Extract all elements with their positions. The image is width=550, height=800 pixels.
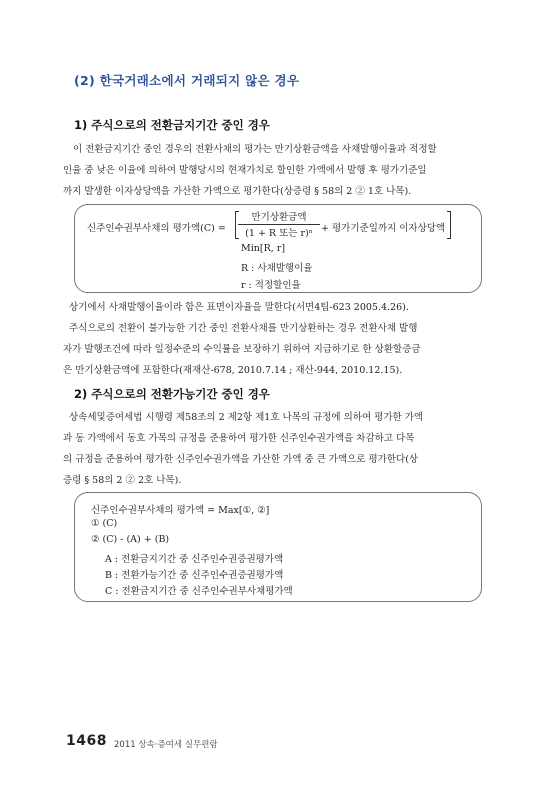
formula-lhs: 신주인수권부사채의 평가액(C) = <box>87 223 226 234</box>
paragraph-line: 인율 중 낮은 이율에 의하여 발행당시의 현재가치로 할인한 가액에서 발행 후 평가기준일 <box>63 165 427 176</box>
formula-line: 신주인수권부사채의 평가액 = Max[①, ②] <box>91 505 270 516</box>
fraction-denominator: (1 + R 또는 r)ⁿ <box>245 228 313 239</box>
formula-line-min: Min[R, r] <box>241 243 286 254</box>
right-bracket <box>447 211 451 239</box>
paragraph-line: 상속세및증여세법 시행령 제58조의 2 제2항 제1호 나목의 규정에 의하여 평가한 가액 <box>69 412 424 423</box>
formula-line-R: R : 사채발행이율 <box>241 263 313 274</box>
paragraph-line: 상기에서 사채발행이율이라 함은 표면이자율을 말한다(서면4팀-623 2005.4.26). <box>69 302 409 313</box>
paragraph-line: 은 만기상환금액에 포함한다(재재산-678, 2010.7.14 ; 재산-944, 2010.12.15). <box>63 365 403 376</box>
paragraph-line: 까지 발생한 이자상당액을 가산한 가액으로 평가한다(상증령 § 58의 2 ② 1호 나목). <box>63 186 412 197</box>
formula-tail: + 평가기준일까지 이자상당액 <box>321 223 446 234</box>
fraction <box>238 209 320 239</box>
paragraph-line: 주식으로의 전환이 불가능한 기간 중인 전환사채를 만기상환하는 경우 전환사채 발행 <box>69 323 418 334</box>
formula-line-r: r : 적정할인율 <box>241 280 301 291</box>
paragraph-line: 증령 § 58의 2 ② 2호 나목). <box>63 475 182 486</box>
paragraph-line: 자가 발행조건에 따라 일정수준의 수익률을 보장하기 위하여 지급하기로 한 상환할증금 <box>63 344 421 355</box>
formula-line: B : 전환가능기간 중 신주인수권증권평가액 <box>105 570 284 581</box>
page-number: 1468 <box>66 733 107 749</box>
formula-line: A : 전환금지기간 중 신주인수권증권평가액 <box>105 554 284 565</box>
paragraph-middle <box>63 297 485 381</box>
formula-line: C : 전환금지기간 중 신주인수권부사채평가액 <box>105 586 293 597</box>
formula-line: ① (C) <box>91 518 118 529</box>
paragraph-1 <box>63 139 485 202</box>
book-title: 2011 상속·증여세 실무편람 <box>114 740 218 750</box>
paragraph-line: 의 규정을 준용하여 평가한 신주인수권가액을 가산한 가액 중 큰 가액으로 평가한다(상 <box>63 454 419 465</box>
paragraph-2 <box>63 407 485 491</box>
formula-box-2 <box>74 492 482 602</box>
fraction-numerator: 만기상환금액 <box>238 209 320 225</box>
subsection-title-1: 1) 주식으로의 전환금지기간 중인 경우 <box>74 118 270 132</box>
section-title: (2) 한국거래소에서 거래되지 않은 경우 <box>74 73 300 88</box>
paragraph-line: 이 전환금지기간 중인 경우의 전환사채의 평가는 만기상환금액을 사채발행이율과 적정할 <box>73 144 437 155</box>
formula-box-1 <box>74 204 482 293</box>
paragraph-line: 과 동 가액에서 동호 가목의 규정을 준용하여 평가한 신주인수권가액을 차감하고 다목 <box>63 433 415 444</box>
subsection-title-2: 2) 주식으로의 전환가능기간 중인 경우 <box>74 387 270 401</box>
formula-line: ② (C) - (A) + (B) <box>91 534 170 545</box>
